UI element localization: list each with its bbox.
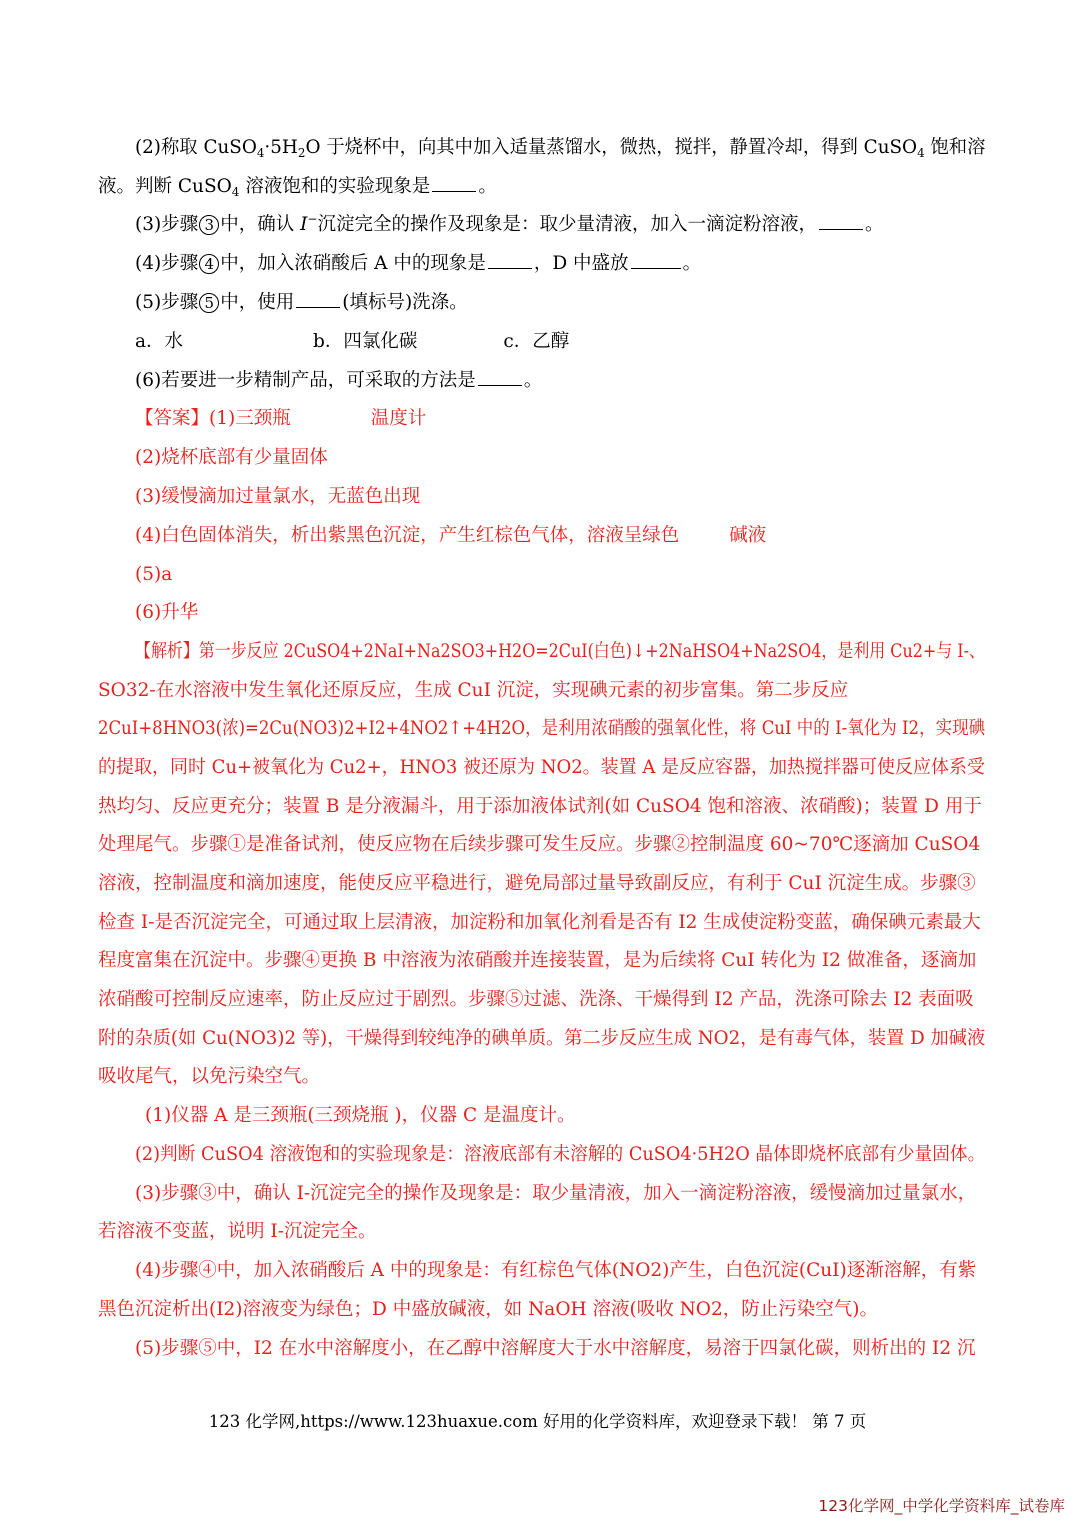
- analysis-line-9: 程度富集在沉淀中。步骤④更换 B 中溶液为浓硝酸并连接装置，是为后续将 CuI 转化为 I2 做准备，逐滴加: [98, 950, 977, 971]
- question-2-line-2: 液。判断 CuSO$_4$ 溶液饱和的实验现象是 。: [98, 176, 497, 199]
- question-3: (3)步骤 3 中，确认 I−沉淀完全的操作及现象是：取少量清液，加入一滴淀粉溶液， 。: [135, 212, 884, 235]
- analysis-sub-3-line-2: 若溶液不变蓝，说明 I-沉淀完全。: [98, 1221, 377, 1242]
- question-5-options: a．水 b．四氯化碳 c．乙醇: [135, 331, 570, 352]
- answer-5: (5)a: [135, 564, 173, 585]
- analysis-sub-4-line-2: 黑色沉淀析出(I2)溶液变为绿色；D 中盛放碱液，如 NaOH 溶液(吸收 NO2，防止污染空气)。: [98, 1299, 878, 1320]
- answer-4: (4)白色固体消失，析出紫黑色沉淀，产生红棕色气体，溶液呈绿色 碱液: [135, 525, 767, 546]
- answer-blank: [631, 252, 681, 269]
- analysis-sub-5: (5)步骤⑤中，I2 在水中溶解度小，在乙醇中溶解度大于水中溶解度，易溶于四氯化碳，则析出的 I2 沉: [135, 1338, 976, 1359]
- question-5: (5)步骤 5 中，使用 (填标号)洗涤。: [135, 292, 468, 313]
- answer-blank: [296, 291, 340, 308]
- answer-1: 【答案】(1)三颈瓶 温度计: [135, 408, 427, 429]
- answer-tag: 【答案】: [135, 408, 210, 429]
- analysis-line-10: 浓硝酸可控制反应速率，防止反应过于剧烈。步骤⑤过滤、洗涤、干燥得到 I2 产品，洗涤可除去 I2 表面吸: [98, 989, 974, 1010]
- answer-blank: [478, 369, 522, 386]
- answer-6: (6)升华: [135, 602, 199, 623]
- page-footer: 123 化学网,https://www.123huaxue.com 好用的化学资料库，欢迎登录下载！ 第 7 页: [208, 1412, 867, 1431]
- analysis-line-12: 吸收尾气，以免污染空气。: [98, 1066, 321, 1087]
- answer-blank: [819, 213, 863, 230]
- analysis-line-7: 溶液，控制温度和滴加速度，能使反应平稳进行，避免局部过量导致副反应，有利于 CuI 沉淀生成。步骤③: [98, 873, 976, 894]
- analysis-line-3: 2CuI+8HNO3(浓)=2Cu(NO3)2+I2+4NO2↑+4H2O，是利用浓硝酸的强氧化性，将 CuI 中的 I-氧化为 I2，实现碘: [98, 718, 986, 739]
- analysis-line-5: 热均匀、反应更充分；装置 B 是分液漏斗，用于添加液体试剂(如 CuSO4 饱和溶液、浓硝酸)；装置 D 用于: [98, 796, 982, 817]
- analysis-sub-1: (1)仪器 A 是三颈瓶(三颈烧瓶 )，仪器 C 是温度计。: [145, 1105, 576, 1126]
- answer-2: (2)烧杯底部有少量固体: [135, 447, 328, 468]
- site-watermark: 123化学网_中学化学资料库_试卷库: [818, 1497, 1065, 1515]
- analysis-sub-2: (2)判断 CuSO4 溶液饱和的实验现象是：溶液底部有未溶解的 CuSO4·5H2O 晶体即烧杯底部有少量固体。: [135, 1144, 986, 1165]
- analysis-line-11: 附的杂质(如 Cu(NO3)2 等)，干燥得到较纯净的碘单质。第二步反应生成 NO2，是有毒气体，装置 D 加碱液: [98, 1028, 986, 1049]
- analysis-sub-3-line-1: (3)步骤③中，确认 I-沉淀完全的操作及现象是：取少量清液，加入一滴淀粉溶液，缓慢滴加过量氯水，: [135, 1183, 977, 1204]
- question-4: (4)步骤 4 中，加入浓硝酸后 A 中的现象是 ，D 中盛放 。: [135, 253, 702, 274]
- question-6: (6)若要进一步精制产品，可采取的方法是 。: [135, 370, 543, 391]
- question-2-line-1: (2)称取 $CuSO_4\cdot 5H_2O$ 于烧杯中，向其中加入适量蒸馏水，微热，搅拌，静置冷却，得到 CuSO$_4$ 饱和溶: [135, 137, 986, 160]
- analysis-sub-4-line-1: (4)步骤④中，加入浓硝酸后 A 中的现象是：有红棕色气体(NO2)产生，白色沉淀(CuI)逐渐溶解，有紫: [135, 1260, 977, 1281]
- analysis-line-1: 【解析】第一步反应 2CuSO4+2NaI+Na2SO3+H2O=2CuI(白色)↓+2NaHSO4+Na2SO4，是利用 Cu2+与 I-、: [135, 641, 985, 662]
- analysis-line-4: 的提取，同时 Cu+被氧化为 Cu2+，HNO3 被还原为 NO2。装置 A 是反应容器，加热搅拌器可使反应体系受: [98, 757, 985, 778]
- analysis-line-6: 处理尾气。步骤①是准备试剂，使反应物在后续步骤可发生反应。步骤②控制温度 60~70℃逐滴加 CuSO4: [98, 834, 981, 855]
- answer-3: (3)缓慢滴加过量氯水，无蓝色出现: [135, 486, 421, 507]
- analysis-tag: 【解析】: [135, 641, 199, 662]
- analysis-line-2: SO32-在水溶液中发生氧化还原反应，生成 CuI 沉淀，实现碘元素的初步富集。第二步反应: [98, 680, 849, 701]
- answer-blank: [488, 252, 532, 269]
- answer-blank: [432, 175, 476, 192]
- analysis-line-8: 检查 I-是否沉淀完全，可通过取上层清液，加淀粉和加氧化剂看是否有 I2 生成使淀粉变蓝，确保碘元素最大: [98, 912, 981, 933]
